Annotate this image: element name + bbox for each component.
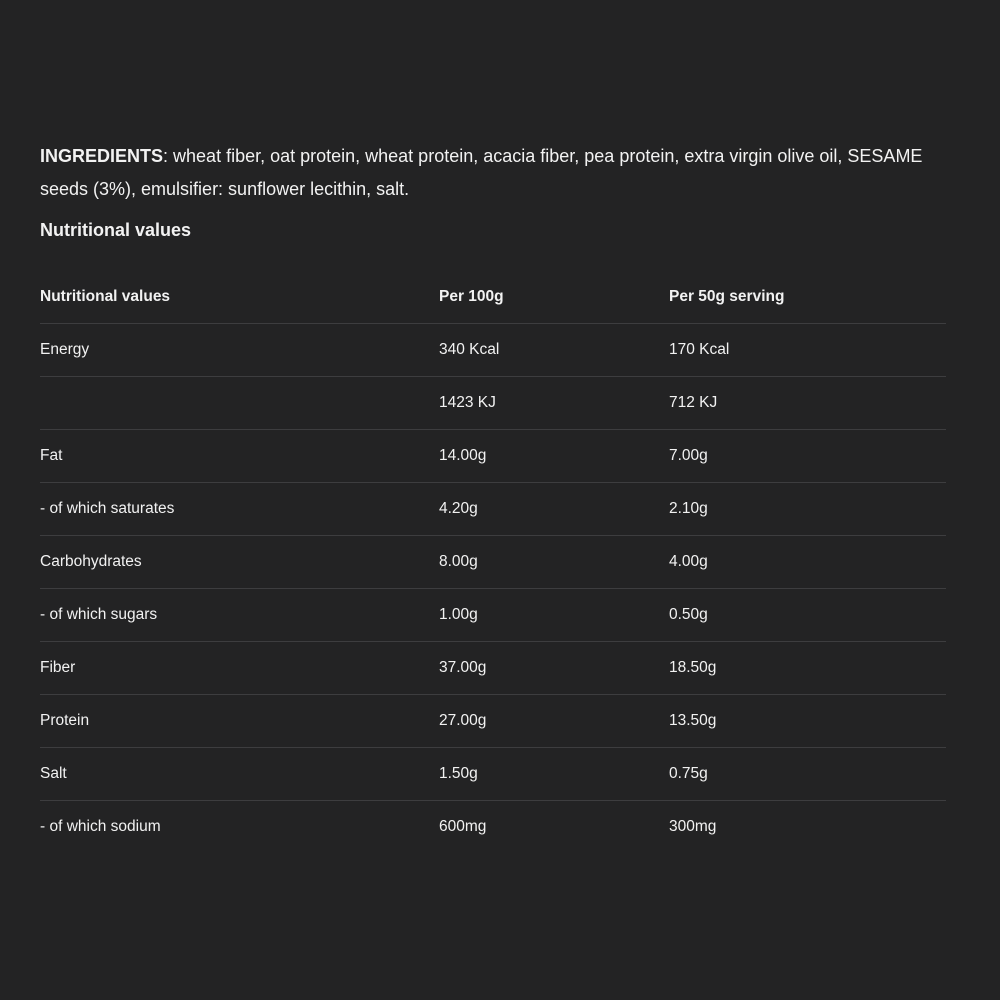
header-per-50g: Per 50g serving — [669, 288, 785, 305]
header-per-100g: Per 100g — [439, 288, 504, 305]
row-nutrient: Fat — [40, 447, 63, 464]
row-per-50g: 0.50g — [669, 606, 708, 623]
row-per-100g: 340 Kcal — [439, 341, 500, 358]
row-per-50g: 170 Kcal — [669, 341, 730, 358]
row-nutrient: Salt — [40, 765, 67, 782]
table-row — [40, 324, 946, 377]
row-per-50g: 18.50g — [669, 659, 717, 676]
table-row — [40, 642, 946, 695]
row-per-100g: 37.00g — [439, 659, 487, 676]
table-row — [40, 748, 946, 801]
row-per-100g: 1.50g — [439, 765, 478, 782]
row-nutrient: Fiber — [40, 659, 76, 676]
table-row — [40, 801, 946, 853]
row-per-100g: 27.00g — [439, 712, 487, 729]
table-row — [40, 536, 946, 589]
nutrition-table — [40, 271, 946, 853]
table-row — [40, 483, 946, 536]
row-per-100g: 1.00g — [439, 606, 478, 623]
header-nutrient: Nutritional values — [40, 288, 171, 305]
table-row — [40, 695, 946, 748]
row-nutrient: - of which sugars — [40, 606, 158, 623]
row-per-100g: 600mg — [439, 818, 487, 835]
row-nutrient: - of which sodium — [40, 818, 161, 835]
row-per-100g: 14.00g — [439, 447, 487, 464]
row-per-50g: 712 KJ — [669, 394, 718, 411]
row-per-100g: 1423 KJ — [439, 394, 496, 411]
row-per-50g: 2.10g — [669, 500, 708, 517]
row-per-50g: 0.75g — [669, 765, 708, 782]
row-per-100g: 4.20g — [439, 500, 478, 517]
table-header-row — [40, 271, 946, 324]
ingredients-text: INGREDIENTS: wheat fiber, oat protein, wheat protein, acacia fiber, pea protein, extra virgin olive oil, SESAME seeds (3%), emulsifier: sunflower lecithin, salt. — [40, 146, 923, 199]
nutrition-heading: Nutritional values — [40, 220, 192, 240]
row-nutrient: Carbohydrates — [40, 553, 142, 570]
table-row — [40, 430, 946, 483]
row-per-50g: 13.50g — [669, 712, 717, 729]
row-per-100g: 8.00g — [439, 553, 478, 570]
row-per-50g: 7.00g — [669, 447, 708, 464]
row-nutrient: Energy — [40, 341, 90, 358]
row-per-50g: 300mg — [669, 818, 717, 835]
ingredients-label: INGREDIENTS — [40, 146, 164, 166]
ingredients-list: wheat fiber, oat protein, wheat protein, acacia fiber, pea protein, extra virgin olive oil, SESAME seeds (3%), emulsifier: sunflower lecithin, salt. — [40, 146, 923, 199]
row-per-50g: 4.00g — [669, 553, 708, 570]
table-row — [40, 589, 946, 642]
table-row — [40, 377, 946, 430]
row-nutrient: Protein — [40, 712, 90, 729]
row-nutrient: - of which saturates — [40, 500, 175, 517]
